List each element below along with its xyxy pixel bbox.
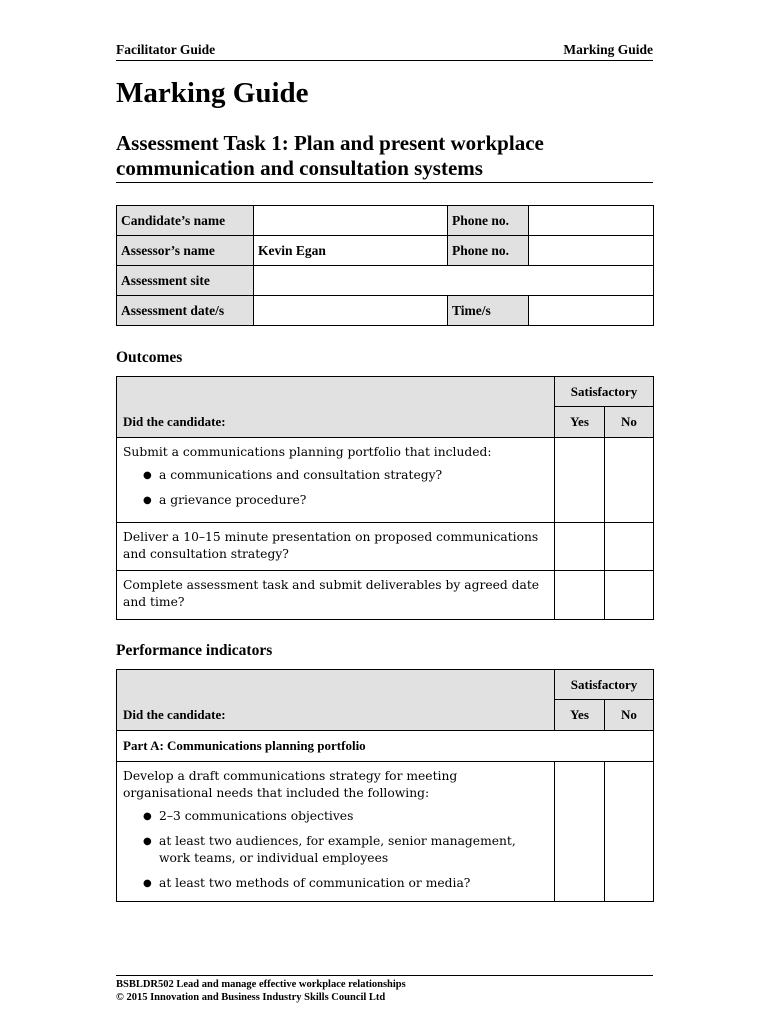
yes-checkbox-cell[interactable] (555, 762, 605, 902)
task-title-line-1: Assessment Task 1: Plan and present workplace (116, 131, 544, 155)
assessment-date-label: Assessment date/s (117, 296, 254, 326)
table-row (117, 731, 654, 762)
outcome-criterion (117, 571, 555, 620)
performance-indicators-table (116, 669, 654, 902)
outcomes-table (116, 376, 654, 620)
list-item (143, 875, 548, 892)
criterion-bullet-list (123, 808, 548, 892)
header-left-text: Facilitator Guide (116, 42, 216, 57)
table-row (117, 438, 654, 523)
outcomes-heading: Outcomes (116, 349, 183, 366)
list-item (143, 492, 548, 509)
yes-header: Yes (555, 407, 605, 438)
outcome-criterion (117, 438, 555, 523)
list-item-text: 2–3 communications objectives (159, 809, 354, 823)
task-title-line-2: communication and consultation systems (116, 156, 483, 180)
phone-label: Phone no. (448, 206, 529, 236)
bullet-icon: ● (143, 836, 152, 847)
yes-checkbox-cell[interactable] (555, 438, 605, 523)
no-header: No (605, 700, 654, 731)
candidate-details-table (116, 205, 654, 326)
header-right-text: Marking Guide (563, 42, 653, 57)
criterion-bullet-list (123, 467, 548, 509)
running-header (116, 42, 653, 61)
satisfactory-header: Satisfactory (555, 377, 654, 407)
table-row (117, 377, 654, 407)
assessor-phone-field[interactable] (529, 236, 654, 266)
list-item (143, 833, 548, 867)
assessment-site-label: Assessment site (117, 266, 254, 296)
bullet-icon: ● (143, 470, 152, 481)
page-title: Marking Guide (116, 77, 309, 109)
yes-checkbox-cell[interactable] (555, 523, 605, 571)
list-item-text: a grievance procedure? (159, 493, 307, 507)
list-item-text: at least two methods of communication or media? (159, 876, 471, 890)
assessment-site-field[interactable] (254, 266, 654, 296)
candidate-name-field[interactable] (254, 206, 448, 236)
table-row (117, 762, 654, 902)
no-checkbox-cell[interactable] (605, 571, 654, 620)
criterion-text: Submit a communications planning portfolio that included: (123, 445, 492, 459)
candidate-phone-field[interactable] (529, 206, 654, 236)
bullet-icon: ● (143, 811, 152, 822)
performance-criterion (117, 762, 555, 902)
no-checkbox-cell[interactable] (605, 523, 654, 571)
part-a-heading: Part A: Communications planning portfolio (117, 731, 654, 762)
criterion-text: Complete assessment task and submit deliverables by agreed date and time? (123, 578, 540, 609)
no-checkbox-cell[interactable] (605, 762, 654, 902)
table-row (117, 266, 654, 296)
assessor-name-label: Assessor’s name (117, 236, 254, 266)
criterion-text: Deliver a 10–15 minute presentation on proposed communications and consultation strategy? (123, 530, 539, 561)
table-row (117, 523, 654, 571)
list-item (143, 467, 548, 484)
satisfactory-header: Satisfactory (555, 670, 654, 700)
footer-unit-code: BSBLDR502 Lead and manage effective workplace relationships (116, 979, 406, 990)
candidate-name-label: Candidate’s name (117, 206, 254, 236)
list-item-text: a communications and consultation strategy? (159, 468, 443, 482)
bullet-icon: ● (143, 495, 152, 506)
bullet-icon: ● (143, 878, 152, 889)
footer-copyright: © 2015 Innovation and Business Industry Skills Council Ltd (116, 992, 386, 1003)
table-row (117, 236, 654, 266)
performance-indicators-heading: Performance indicators (116, 642, 273, 659)
table-row (117, 296, 654, 326)
list-item-text: at least two audiences, for example, senior management, work teams, or individual employees (159, 834, 516, 865)
outcome-criterion (117, 523, 555, 571)
did-candidate-label: Did the candidate: (117, 377, 555, 438)
page-footer (116, 975, 653, 1004)
yes-checkbox-cell[interactable] (555, 571, 605, 620)
did-candidate-label: Did the candidate: (117, 670, 555, 731)
table-row (117, 206, 654, 236)
criterion-text: Develop a draft communications strategy for meeting organisational needs that included the following: (123, 769, 458, 800)
task-title (116, 131, 653, 183)
assessment-time-field[interactable] (529, 296, 654, 326)
yes-header: Yes (555, 700, 605, 731)
assessment-date-field[interactable] (254, 296, 448, 326)
time-label: Time/s (448, 296, 529, 326)
list-item (143, 808, 548, 825)
table-row (117, 571, 654, 620)
no-checkbox-cell[interactable] (605, 438, 654, 523)
no-header: No (605, 407, 654, 438)
table-row (117, 670, 654, 700)
assessor-name-field[interactable]: Kevin Egan (254, 236, 448, 266)
phone-label: Phone no. (448, 236, 529, 266)
